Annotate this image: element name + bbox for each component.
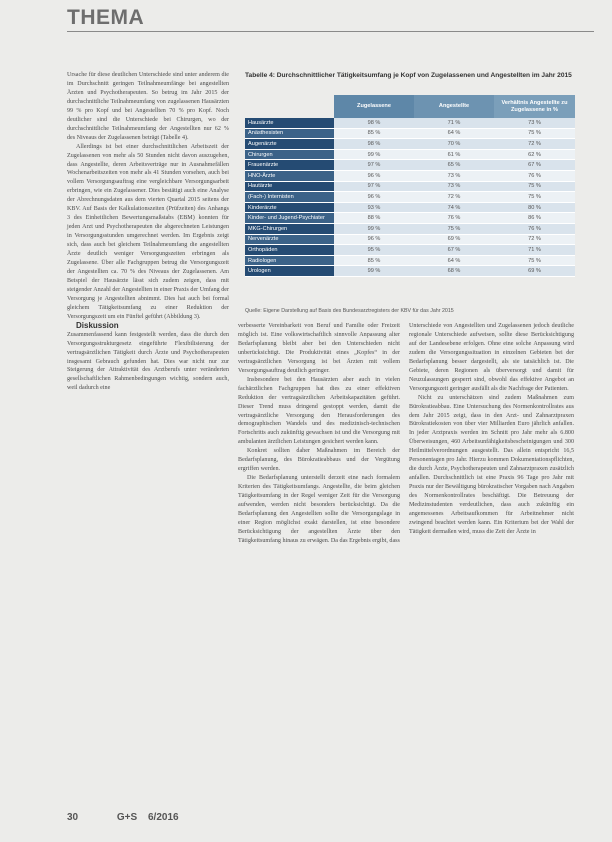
table-header-row [245,95,575,118]
table-title: Tabelle 4: Durchschnittlicher Tätigkeitsumfang je Kopf von Zugelassenen und Angestellten im Jahr 2015 [245,72,572,79]
table-cell: 85 % [334,256,414,266]
table-cell: 85 % [334,129,414,139]
table-cell: 61 % [414,150,494,160]
table-cell: 88 % [334,213,414,223]
table-row [245,266,575,277]
table-cell: 76 % [494,171,575,181]
paragraph: Allerdings ist bei einer durchschnittlichen Arbeitszeit der Zugelassenen von mehr als 50 Stunden nicht davon auszugehen, dass Angestellte, deren Arbeitsverträge nur in Ausnahmefällen Wochenarbeitszeiten von mehr als 41 Stunden vorsehen, auch bei vollem Versorgungsauftrag eine vergleichbare Versorgungsarbeit erbringen, wie ein Zugelassener. Dies bestätigt auch eine Analyse der Abrechnungsdaten aus dem vierten Quartal 2015 seitens der KBV. Auf Basis der Kalkulationszeiten (Prüfzeiten) des Anhangs 3 des Einheitlichen Bewertungsmaßstabs (EBM) konnten für jeden Arzt und Psychotherapeuten die abgerechneten Leistungen in Versorgungsstunden umgerechnet werden. Im Ergebnis zeigt sich, dass auch bei gleichem Teilnahmeumfang die angestellten Ärzte deutlich weniger Versorgungszeiten erbringen als Zugelassene. Über alle Fachgruppen betrug die Versorgungszeit der Angestellten ca. 70 % des Niveaus der Zugelassenen. Am Beispiel der Hausärzte lässt sich zudem zeigen, dass mit steigender Anzahl der Angestellten in einer Praxis der Umfang der Versorgung je Angestellten abnimmt. Dies hat auch bei formal gleichem Tätigkeitsumfang zu einer Reduktion der Versorgungszeit um ein Fünftel geführt (Abbildung 3). [67,143,229,320]
table-cell: 75 % [494,182,575,192]
table-cell: 71 % [494,245,575,255]
table-cell: 98 % [334,139,414,149]
table-cell: 73 % [414,182,494,192]
table-cell: 75 % [494,256,575,266]
table-row-label: MKG-Chirurgen [245,224,334,234]
table-header-cell: Zugelassene [334,95,414,118]
table-row [245,203,575,214]
table-cell: 72 % [414,192,494,202]
table-row-label: Radiologen [245,256,334,266]
paragraph: Insbesondere bei den Hausärzten aber auch in vielen fachärztlichen Fachgruppen hat dies zu einer effektiven Reduktion der vertragsärztlichen Arbeitskapazitäten geführt. Dieser Trend muss dringend gestoppt werden, damit die vertragsärztliche Versorgung den Herausforderungen des demographischen Wandels und des medizinisch-technischen Fortschritts auch zukünftig gewachsen ist und die Versorgung mit ambulanten ärztlichen Leistungen gesichert werden kann. [238,376,400,446]
table-cell: 96 % [334,235,414,245]
paragraph: verbesserte Vereinbarkeit von Beruf und Familie oder Freizeit möglich ist. Eine volkswirtschaftlich sinnvolle Anpassung alter Bedarfsplanung bleibt aber bei den Unterschieden nicht unberücksichtigt. Die Produktivität eines „Kopfes“ in der vertragsärztlichen Versorgung ist bei Ärzten mit vollem Versorgungsauftrag deutlich geringer. [238,323,400,374]
section-title: THEMA [67,6,145,29]
table-row [245,224,575,235]
table-cell: 97 % [334,160,414,170]
issue-number: 6/2016 [147,812,179,823]
data-table [245,95,575,277]
table-cell: 69 % [414,235,494,245]
column-3 [409,322,574,537]
table-cell: 67 % [414,245,494,255]
table-cell: 64 % [414,129,494,139]
table-cell: 62 % [494,150,575,160]
table-cell: 74 % [414,203,494,213]
table-cell: 99 % [334,150,414,160]
table-cell: 75 % [494,129,575,139]
table-cell: 99 % [334,224,414,234]
table-cell: 73 % [414,171,494,181]
table-cell: 76 % [494,224,575,234]
paragraph: Nicht zu unterschätzen sind zudem Maßnahmen zum Bürokratieabbau. Eine Untersuchung des Normenkontrollrates aus dem Jahr 2015 zeigt, dass in den Arzt- und Zahnarztpraxen Bürokratiekosten von über vier Milliarden Euro jährlich anfallen. In jeder Arztpraxis werden im Schnitt pro Jahr mehr als 6.800 Überweisungen, 460 Arbeitsunfähigkeitsbescheinigungen und 300 Heilmittelverordnungen ausgestellt. Das allein entspricht 16,5 Personentagen pro Jahr. Hierzu kommen Dokumentationspflichten, die durch Ärzte, Psychotherapeuten und Zahnarztpraxen zusätzlich anfallen. Durchschnittlich ist eine Praxis 96 Tage pro Jahr mit Praxis nur der Bewältigung bürokratischer Vorgaben nach Angaben des Normenkontrollrates beschäftigt. Die Betreuung der Medizinstudenten verdeutlichen, dass auch zukünftig ein angemessenes Arbeitsaufkommen für Arbeitnehmer nicht zwingend beachtet werden kann. Ein Kriterium bei der Wahl der Tätigkeit dermaßen wird, muss die Zeit der Ärzte in [409,394,574,535]
table-row [245,213,575,224]
table-row [245,118,575,129]
table-row [245,182,575,193]
table-row [245,245,575,256]
table-row-label: Urologen [245,266,334,276]
column-1 [67,71,229,393]
table-cell: 95 % [334,245,414,255]
table-row-label: Kinder- und Jugend-Psychiater [245,213,334,223]
table-cell: 75 % [494,192,575,202]
table-cell: 75 % [414,224,494,234]
table-row-label: Hautärzte [245,182,334,192]
table-row-label: Augenärzte [245,139,334,149]
page-number: 30 [67,812,79,823]
table-cell: 64 % [414,256,494,266]
table-row [245,171,575,182]
page-footer [67,812,215,823]
magazine-brand: G+S [116,812,138,823]
table-cell: 96 % [334,192,414,202]
title-rule [67,31,594,32]
table-cell: 72 % [494,139,575,149]
table-row-label: Kinderärzte [245,203,334,213]
paragraph: Zusammenfassend kann festgestellt werden, dass die durch den Versorgungsstrukturgesetz eingeführte Flexibilisierung der vertragsärztlichen Tätigkeit durch Ärzte und Psychotherapeuten insgesamt Gebrauch gefunden hat. Dies war nicht nur zur Steigerung der Attraktivität des Arztberufs unter veränderten gesellschaftlichen Rahmenbedingungen wichtig, sondern auch, weil dadurch eine [67,331,229,392]
paragraph: Konkret sollten daher Maßnahmen im Bereich der Bedarfsplanung, des Bürokratieabbaus und der Vergütung ergriffen werden. [238,448,400,473]
table-cell: 99 % [334,266,414,276]
table-row-label: Frauenärzte [245,160,334,170]
paragraph: Unterschiede von Angestellten und Zugelassenen jedoch deutliche regionale Unterschiede aufweisen, sollte diese Berücksichtigung auf der Landesebene erfolgen. Ohne eine solche Anpassung wird zudem die Versorgungssituation in einzelnen Gebieten bei der Bedarfsplanung besser dargestellt, als sie tatsächlich ist. Die Gebiete, deren Regionen als überversorgt und damit für Neuzulassungen gesperrt sind, obwohl das effektive Angebot an Versorgungszeit geringer ausfällt als die Nachfrage der Patienten. [409,323,574,392]
table-header-cell [245,95,334,118]
table-cell: 97 % [334,182,414,192]
table-cell: 67 % [494,160,575,170]
section-heading: Diskussion [76,320,119,330]
paragraph: Die Bedarfsplanung unterstellt derzeit eine nach formalem Kriterien des Tätigkeitsumfangs. Angestellte, die beim gleichen Tätigkeitsumfang in der Regel weniger Zeit für die Versorgung aufwenden, werden nicht besonders berücksichtigt. Da die Bedarfsplanung den Angestellten sollte die Versorgungslage in einer Region möglichst exakt darstellen, ist eine besondere Berücksichtigung der angestellten Ärzte über den Tätigkeitsumfang hinaus zu erwägen. Da das Ergebnis ergibt, dass [238,475,400,544]
table-row-label: Orthopäden [245,245,334,255]
table-row [245,160,575,171]
paragraph: Ursache für diese deutlichen Unterschiede sind unter anderem die im Durchschnitt geringen Teilnahmeumfänge bei angestellten Ärzten und Psychotherapeuten. So betrug im Jahr 2015 der durchschnittliche Teilnahmeumfang von zugelassenen Hausärzten 99 % pro Kopf und bei Angestellten 70 % pro Kopf. Noch deutlicher sind die Unterschiede bei Chirurgen, wo der durchschnittliche Teilnahmeumfang der Angestellten nur 62 % des Niveaus der Zugelassenen beträgt (Tabelle 4). [67,72,229,141]
column-2 [238,322,400,546]
table-cell: 73 % [494,118,575,128]
table-cell: 86 % [494,213,575,223]
table-row [245,139,575,150]
table-header-cell: Verhältnis Angestellte zu Zugelassene in % [494,95,575,118]
table-cell: 93 % [334,203,414,213]
table-cell: 65 % [414,160,494,170]
table-row-label: Anästhesisten [245,129,334,139]
table-row [245,235,575,246]
table-cell: 70 % [414,139,494,149]
table-row-label: Nervenärzte [245,235,334,245]
table-source: Quelle: Eigene Darstellung auf Basis des Bundesarztregisters der KBV für das Jahr 2015 [245,308,454,314]
table-cell: 76 % [414,213,494,223]
table-cell: 96 % [334,171,414,181]
table-row-label: (Fach-) Internisten [245,192,334,202]
table-cell: 68 % [414,266,494,276]
table-cell: 71 % [414,118,494,128]
table-row [245,256,575,267]
table-row [245,129,575,140]
table-row-label: Chirurgen [245,150,334,160]
table-row-label: Hausärzte [245,118,334,128]
table-cell: 69 % [494,266,575,276]
table-header-cell: Angestellte [414,95,494,118]
table-row [245,192,575,203]
table-cell: 80 % [494,203,575,213]
table-body [245,118,575,277]
table-cell: 72 % [494,235,575,245]
table-row [245,150,575,161]
table-row-label: HNO-Ärzte [245,171,334,181]
table-cell: 98 % [334,118,414,128]
